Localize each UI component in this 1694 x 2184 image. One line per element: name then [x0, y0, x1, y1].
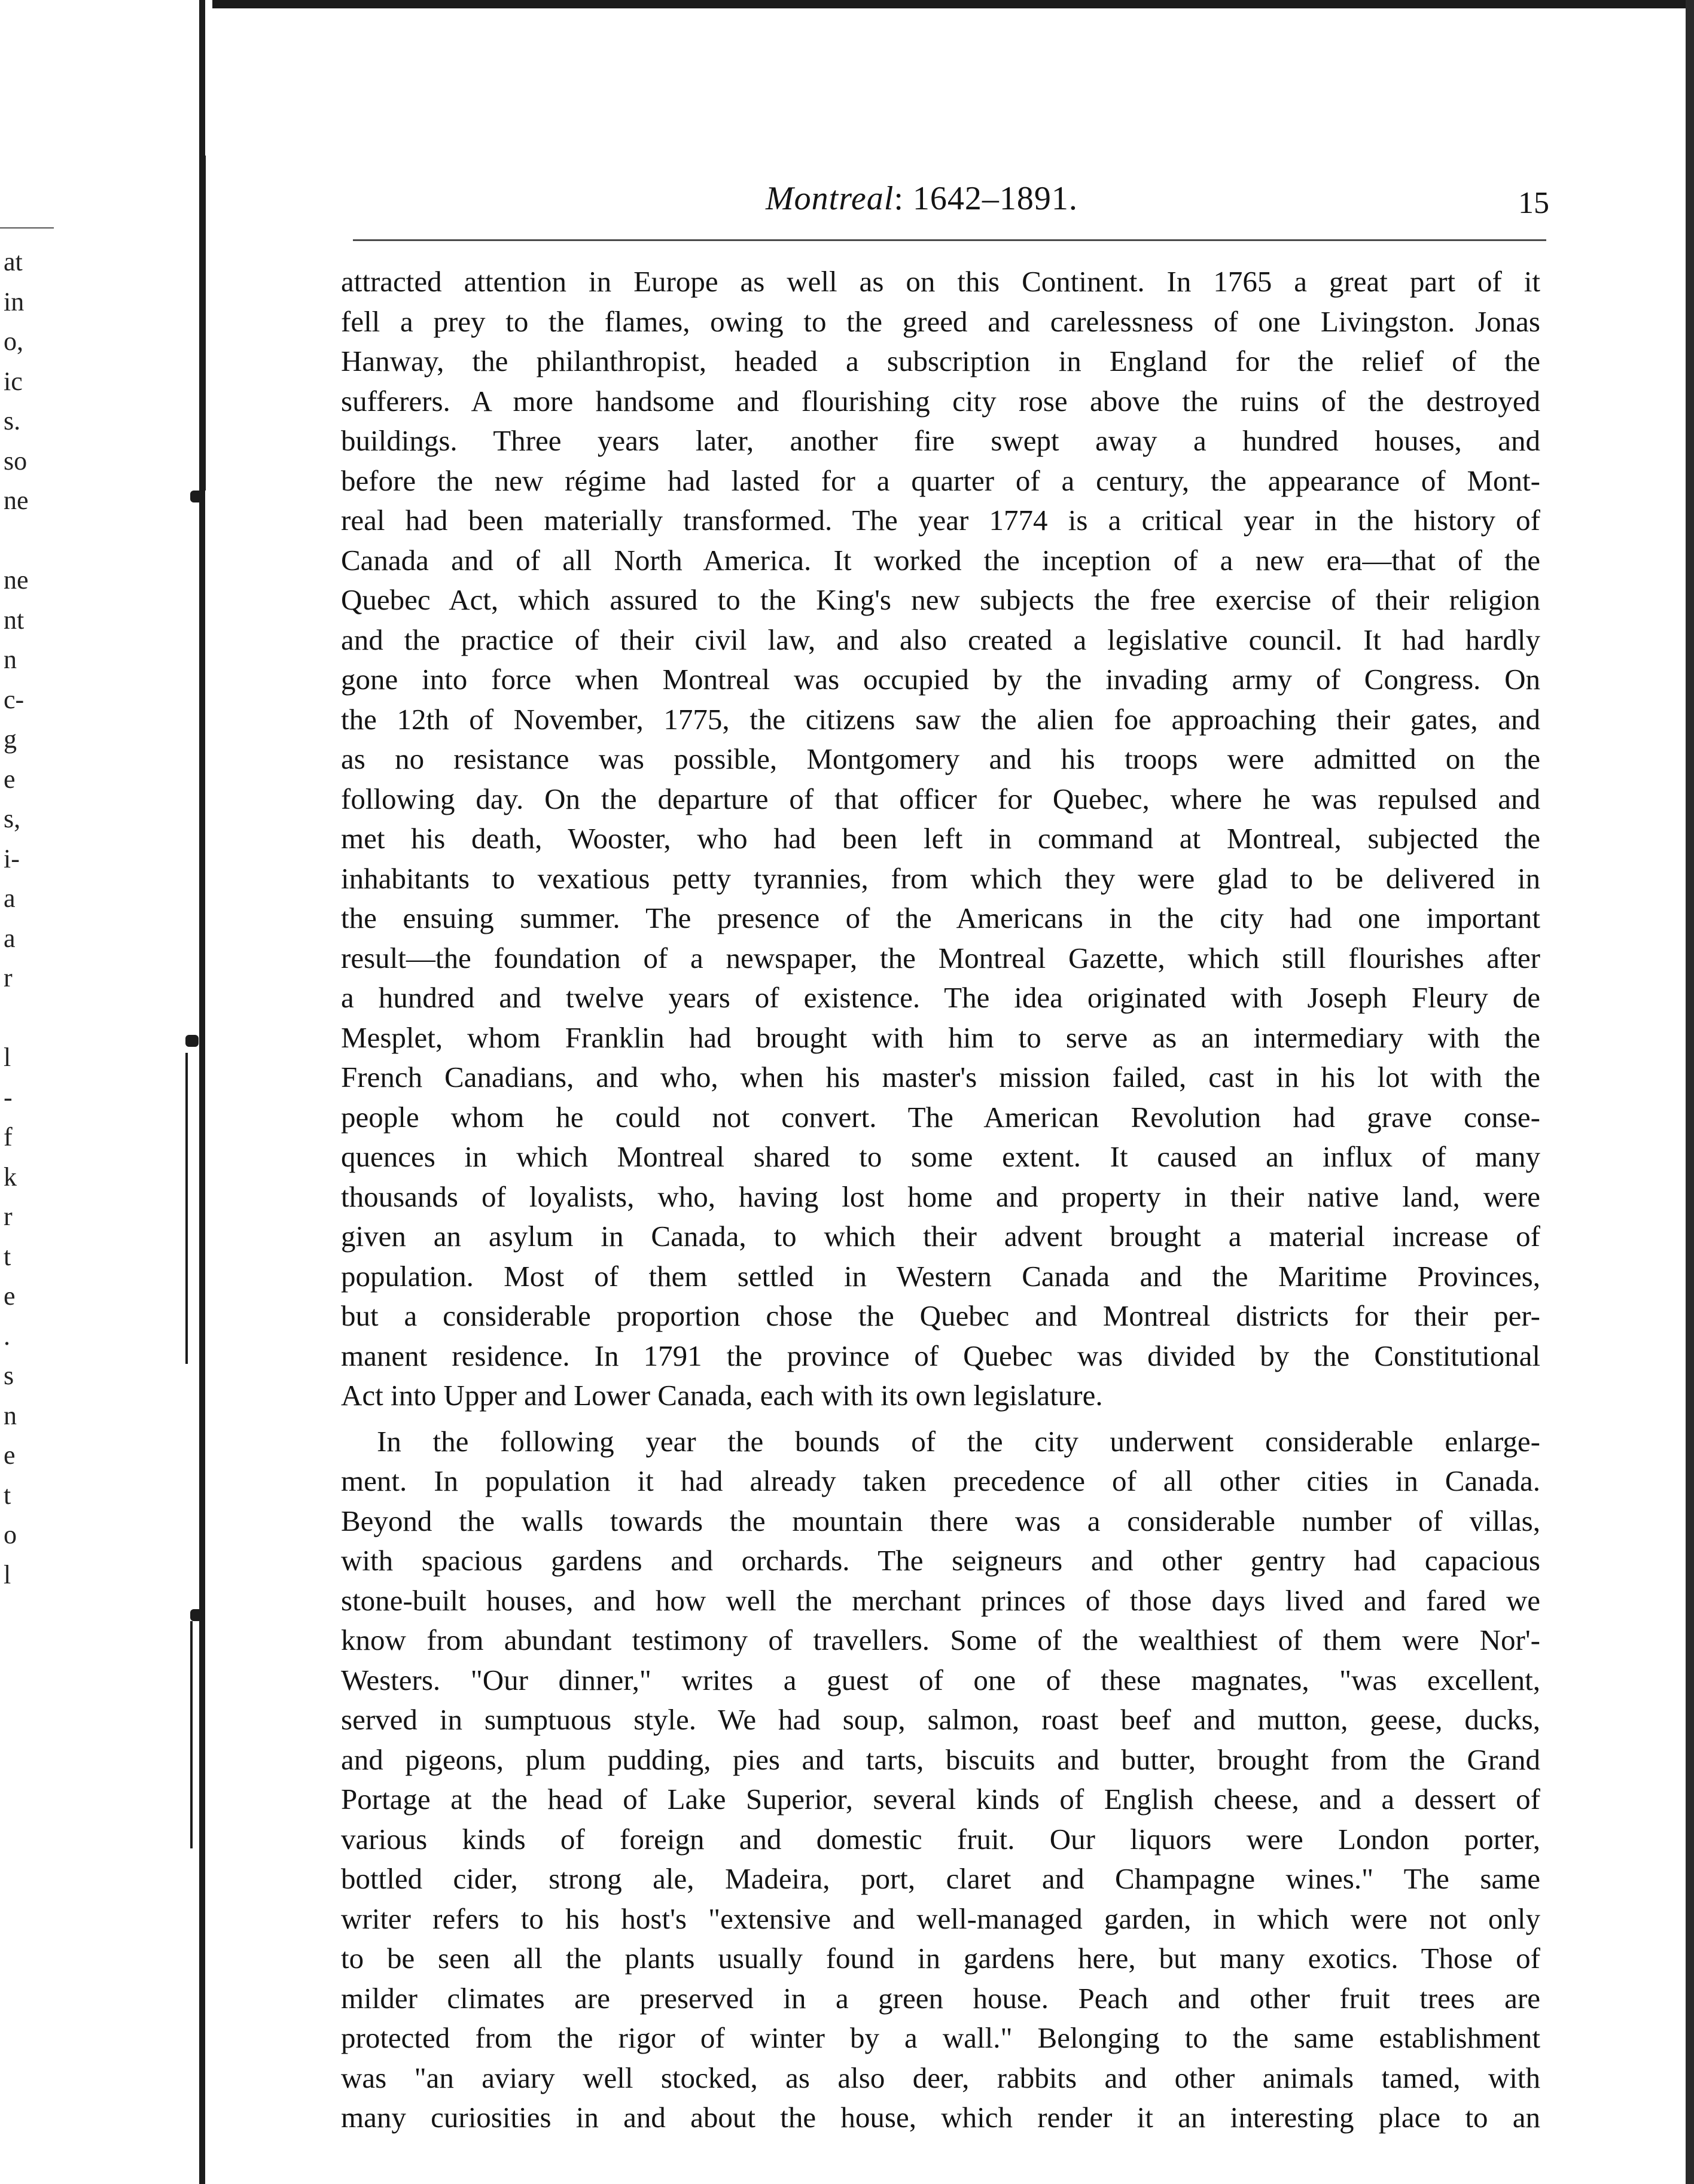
page-header	[353, 179, 1549, 233]
text-line: a hundred and twelve years of existence. The idea originated with Joseph Fleury de	[341, 981, 1540, 1014]
text-line: attracted attention in Europe as well as on this Continent. In 1765 a great part of it	[341, 265, 1540, 298]
text-line: gone into force when Montreal was occupied by the invading army of Congress. On	[341, 663, 1540, 696]
facing-page-fragment: ne	[4, 565, 29, 595]
text-line: Act into Upper and Lower Canada, each with its own legislature.	[341, 1379, 1103, 1412]
text-line: before the new régime had lasted for a quarter of a century, the appearance of Mont-	[341, 464, 1540, 497]
facing-page-fragment: f	[4, 1122, 13, 1152]
text-line: and pigeons, plum pudding, pies and tarts, biscuits and butter, brought from the Grand	[341, 1743, 1540, 1776]
text-line: Canada and of all North America. It worked the inception of a new era—that of the	[341, 543, 1540, 577]
facing-page-fragment: o	[4, 1520, 17, 1549]
header-rule	[353, 239, 1546, 241]
scan-top-border	[0, 0, 1694, 8]
page-number: 15	[1518, 186, 1549, 220]
binding-thread	[190, 1621, 193, 1848]
text-line: writer refers to his host's "extensive and well-managed garden, in which were not only	[341, 1902, 1540, 1935]
text-line: given an asylum in Canada, to which their advent brought a material increase of	[341, 1220, 1540, 1253]
text-line: protected from the rigor of winter by a wall." Belonging to the same establishment	[341, 2021, 1540, 2054]
body-text	[341, 262, 1540, 2138]
text-line: Beyond the walls towards the mountain there was a considerable number of villas,	[341, 1504, 1540, 1537]
facing-page-fragment: ic	[4, 366, 23, 396]
facing-page-fragment: a	[4, 884, 16, 913]
facing-page-fragment	[4, 1635, 29, 1675]
text-line: know from abundant testimony of travellers. Some of the wealthiest of them were Nor'-	[341, 1623, 1540, 1656]
binding-mark	[190, 491, 203, 502]
text-line: population. Most of them settled in Western Canada and the Maritime Provinces,	[341, 1259, 1540, 1293]
facing-page-rule	[0, 227, 54, 229]
text-line: people whom he could not convert. The American Revolution had grave conse-	[341, 1100, 1540, 1134]
text-line: met his death, Wooster, who had been left in command at Montreal, subjected the	[341, 822, 1540, 855]
facing-page-fragment: t	[4, 1480, 11, 1510]
facing-page-fragment: s,	[4, 804, 21, 833]
facing-page-fragment: e	[4, 1281, 16, 1311]
running-title-dates: : 1642–1891.	[894, 180, 1078, 217]
text-line: served in sumptuous style. We had soup, salmon, roast beef and mutton, geese, ducks,	[341, 1703, 1540, 1736]
text-line: quences in which Montreal shared to some extent. It caused an influx of many	[341, 1140, 1540, 1173]
facing-page-fragment: k	[4, 1162, 17, 1192]
running-title-place: Montreal	[766, 180, 894, 217]
text-line: but a considerable proportion chose the Quebec and Montreal districts for their per-	[341, 1299, 1540, 1332]
facing-page-fragment: l	[4, 1043, 11, 1072]
text-line: the ensuing summer. The presence of the Americans in the city had one important	[341, 901, 1540, 934]
facing-page-fragment: r	[4, 963, 13, 992]
binding-mark	[190, 1609, 203, 1621]
running-title	[766, 179, 1078, 218]
facing-page-fragment	[4, 521, 29, 561]
facing-page-fragment: o,	[4, 327, 23, 356]
scan-right-border	[1686, 0, 1694, 2184]
facing-page-fragment: .	[4, 1321, 10, 1351]
facing-page-fragment: g	[4, 724, 17, 754]
facing-page-fragment	[4, 1595, 29, 1635]
text-line: bottled cider, strong ale, Madeira, port, claret and Champagne wines." The same	[341, 1862, 1540, 1895]
text-line: Westers. "Our dinner," writes a guest of one of these magnates, "was excellent,	[341, 1663, 1540, 1696]
text-line: following day. On the departure of that officer for Quebec, where he was repulsed and	[341, 782, 1540, 815]
facing-page-text-fragments	[4, 242, 29, 1674]
text-line: as no resistance was possible, Montgomery and his troops were admitted on the	[341, 742, 1540, 775]
facing-page-fragment: n	[4, 1400, 17, 1430]
text-line: ment. In population it had already taken precedence of all other cities in Canada.	[341, 1464, 1540, 1497]
paragraph-gap	[341, 1416, 1540, 1422]
facing-page-fragment: n	[4, 645, 17, 674]
text-line: Mesplet, whom Franklin had brought with him to serve as an intermediary with the	[341, 1021, 1540, 1054]
facing-page-fragment: in	[4, 287, 25, 316]
text-line: the 12th of November, 1775, the citizens saw the alien foe approaching their gates, and	[341, 702, 1540, 736]
facing-page-fragment: nt	[4, 605, 25, 635]
facing-page-fragment: so	[4, 446, 28, 476]
facing-page-fragment: ne	[4, 486, 29, 515]
text-line: fell a prey to the flames, owing to the greed and carelessness of one Livingston. Jonas	[341, 304, 1540, 338]
text-line: various kinds of foreign and domestic fruit. Our liquors were London porter,	[341, 1822, 1540, 1856]
text-line: with spacious gardens and orchards. The seigneurs and other gentry had capacious	[341, 1544, 1540, 1577]
text-line: stone-built houses, and how well the merchant princes of those days lived and fared we	[341, 1583, 1540, 1617]
text-line: was "an aviary well stocked, as also deer, rabbits and other animals tamed, with	[341, 2061, 1540, 2094]
facing-page-fragment: a	[4, 923, 16, 953]
facing-page-fragment: c-	[4, 684, 25, 714]
text-line: many curiosities in and about the house, which render it an interesting place to an	[341, 2101, 1540, 2134]
text-line: thousands of loyalists, who, having lost home and property in their native land, were	[341, 1180, 1540, 1213]
text-line: Quebec Act, which assured to the King's new subjects the free exercise of their religion	[341, 583, 1540, 616]
text-line: Hanway, the philanthropist, headed a subscription in England for the relief of the	[341, 345, 1540, 377]
facing-page-fragment: l	[4, 1559, 11, 1589]
text-line: sufferers. A more handsome and flourishing city rose above the ruins of the destroyed	[341, 384, 1540, 418]
binding-mark	[185, 1035, 199, 1047]
facing-page-fragment: t	[4, 1241, 11, 1271]
facing-page-fragment: s.	[4, 406, 21, 435]
facing-page-fragment: e	[4, 764, 16, 794]
facing-page-fragment: s	[4, 1361, 14, 1390]
facing-page-fragment: e	[4, 1440, 16, 1470]
binding-thread	[185, 1053, 188, 1364]
binding-thread	[203, 156, 206, 491]
text-line: result—the foundation of a newspaper, the Montreal Gazette, which still flourishes after	[341, 941, 1540, 974]
text-line: buildings. Three years later, another fire swept away a hundred houses, and	[341, 424, 1540, 457]
facing-page-fragment: -	[4, 1082, 13, 1112]
facing-page-fragment	[4, 998, 29, 1038]
text-line: In the following year the bounds of the city underwent considerable enlarge-	[377, 1424, 1540, 1458]
facing-page-fragment: i-	[4, 843, 20, 873]
facing-page-fragment: at	[4, 247, 23, 276]
text-line: milder climates are preserved in a green house. Peach and other fruit trees are	[341, 1981, 1540, 2015]
text-line: real had been materially transformed. The year 1774 is a critical year in the history of	[341, 504, 1540, 537]
text-line: and the practice of their civil law, and also created a legislative council. It had hardly	[341, 623, 1540, 656]
facing-page-margin	[0, 0, 212, 2184]
text-line: manent residence. In 1791 the province of Quebec was divided by the Constitutional	[341, 1339, 1540, 1372]
text-line: Portage at the head of Lake Superior, several kinds of English cheese, and a dessert of	[341, 1783, 1540, 1816]
text-line: inhabitants to vexatious petty tyrannies, from which they were glad to be delivered in	[341, 861, 1540, 895]
text-line: to be seen all the plants usually found in gardens here, but many exotics. Those of	[341, 1942, 1540, 1975]
facing-page-fragment: r	[4, 1202, 13, 1231]
text-line: French Canadians, and who, when his master's mission failed, cast in his lot with the	[341, 1061, 1540, 1093]
